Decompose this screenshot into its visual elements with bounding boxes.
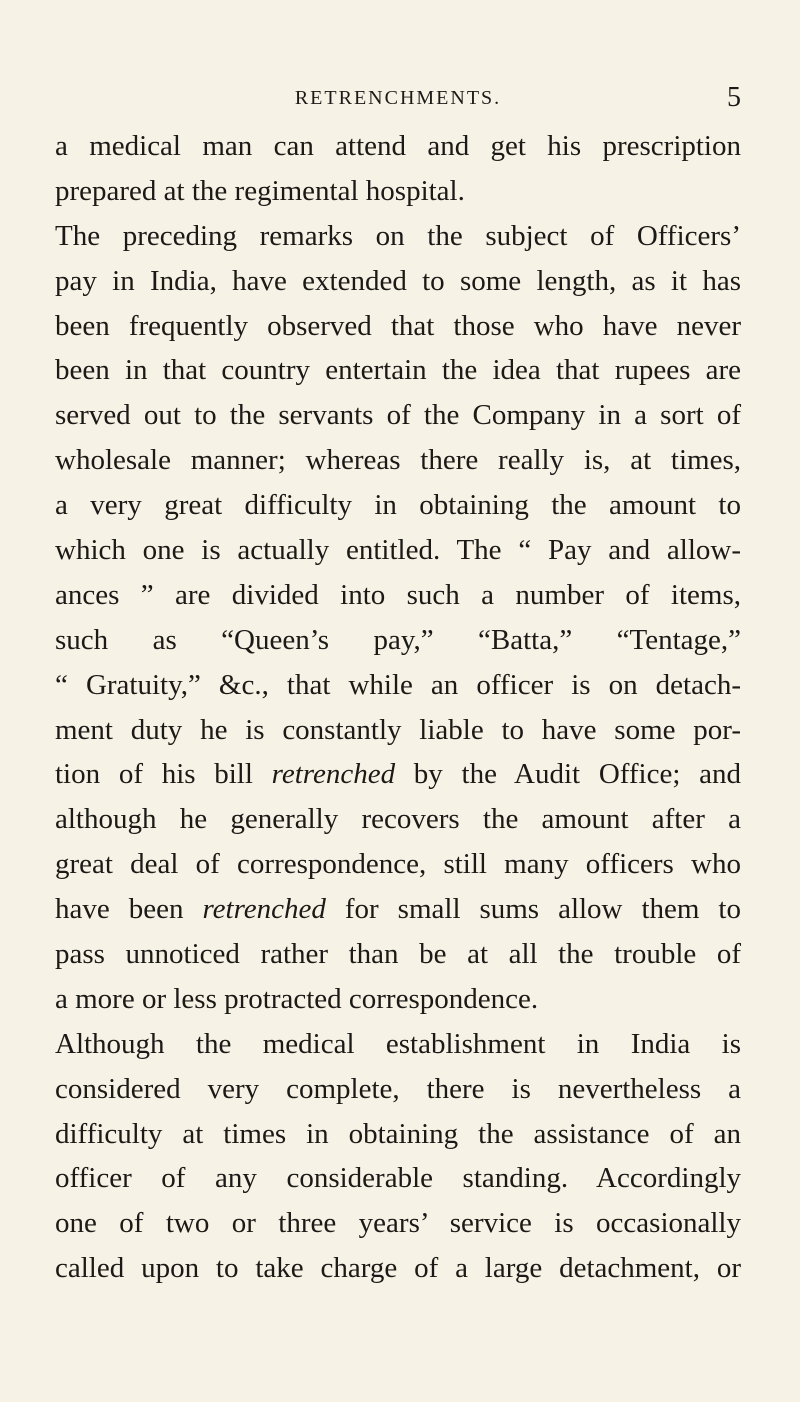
text-line: been frequently observed that those who have never bbox=[55, 309, 741, 342]
text-line: been in that country entertain the idea that rupees are bbox=[55, 354, 741, 387]
text-line: tion of his bill retrenched by the Audit Office; and bbox=[55, 758, 741, 791]
text-line: a medical man can attend and get his prescription bbox=[55, 130, 741, 162]
text-line: difficulty at times in obtaining the assistance of an bbox=[55, 1117, 741, 1150]
text-line: officer of any considerable standing. Accordingly bbox=[55, 1162, 741, 1195]
text-line: “ Gratuity,” &c., that while an officer is on detach- bbox=[55, 668, 741, 701]
running-head bbox=[55, 80, 741, 116]
text-line: served out to the servants of the Company in a sort of bbox=[55, 399, 741, 432]
text-line: pass unnoticed rather than be at all the trouble of bbox=[55, 938, 741, 971]
running-title: RETRENCHMENTS. bbox=[294, 87, 502, 109]
text-line: Although the medical establishment in India is bbox=[55, 1027, 741, 1060]
text-line: which one is actually entitled. The “ Pay and allow- bbox=[55, 534, 741, 567]
text-line: called upon to take charge of a large detachment, or bbox=[55, 1252, 741, 1285]
text-line: although he generally recovers the amount after a bbox=[55, 803, 741, 836]
text-line: have been retrenched for small sums allow them to bbox=[55, 893, 741, 926]
text-line: a very great difficulty in obtaining the amount to bbox=[55, 489, 741, 522]
text-line: prepared at the regimental hospital. bbox=[55, 174, 465, 207]
text-line: ances ” are divided into such a number of items, bbox=[55, 578, 741, 611]
text-line: one of two or three years’ service is occasionally bbox=[55, 1207, 741, 1240]
text-line: wholesale manner; whereas there really is, at times, bbox=[55, 444, 741, 477]
text-line: ment duty he is constantly liable to have some por- bbox=[55, 713, 741, 746]
text-line: great deal of correspondence, still many officers who bbox=[55, 848, 741, 881]
text-line: such as “Queen’s pay,” “Batta,” “Tentage,” bbox=[55, 623, 741, 656]
text-line: pay in India, have extended to some length, as it has bbox=[55, 264, 741, 297]
body-text bbox=[55, 124, 741, 1291]
text-line: considered very complete, there is nevertheless a bbox=[55, 1072, 741, 1105]
page-number: 5 bbox=[727, 82, 741, 113]
text-line: The preceding remarks on the subject of Officers’ bbox=[55, 219, 741, 252]
text-line: a more or less protracted correspondence. bbox=[55, 982, 539, 1015]
